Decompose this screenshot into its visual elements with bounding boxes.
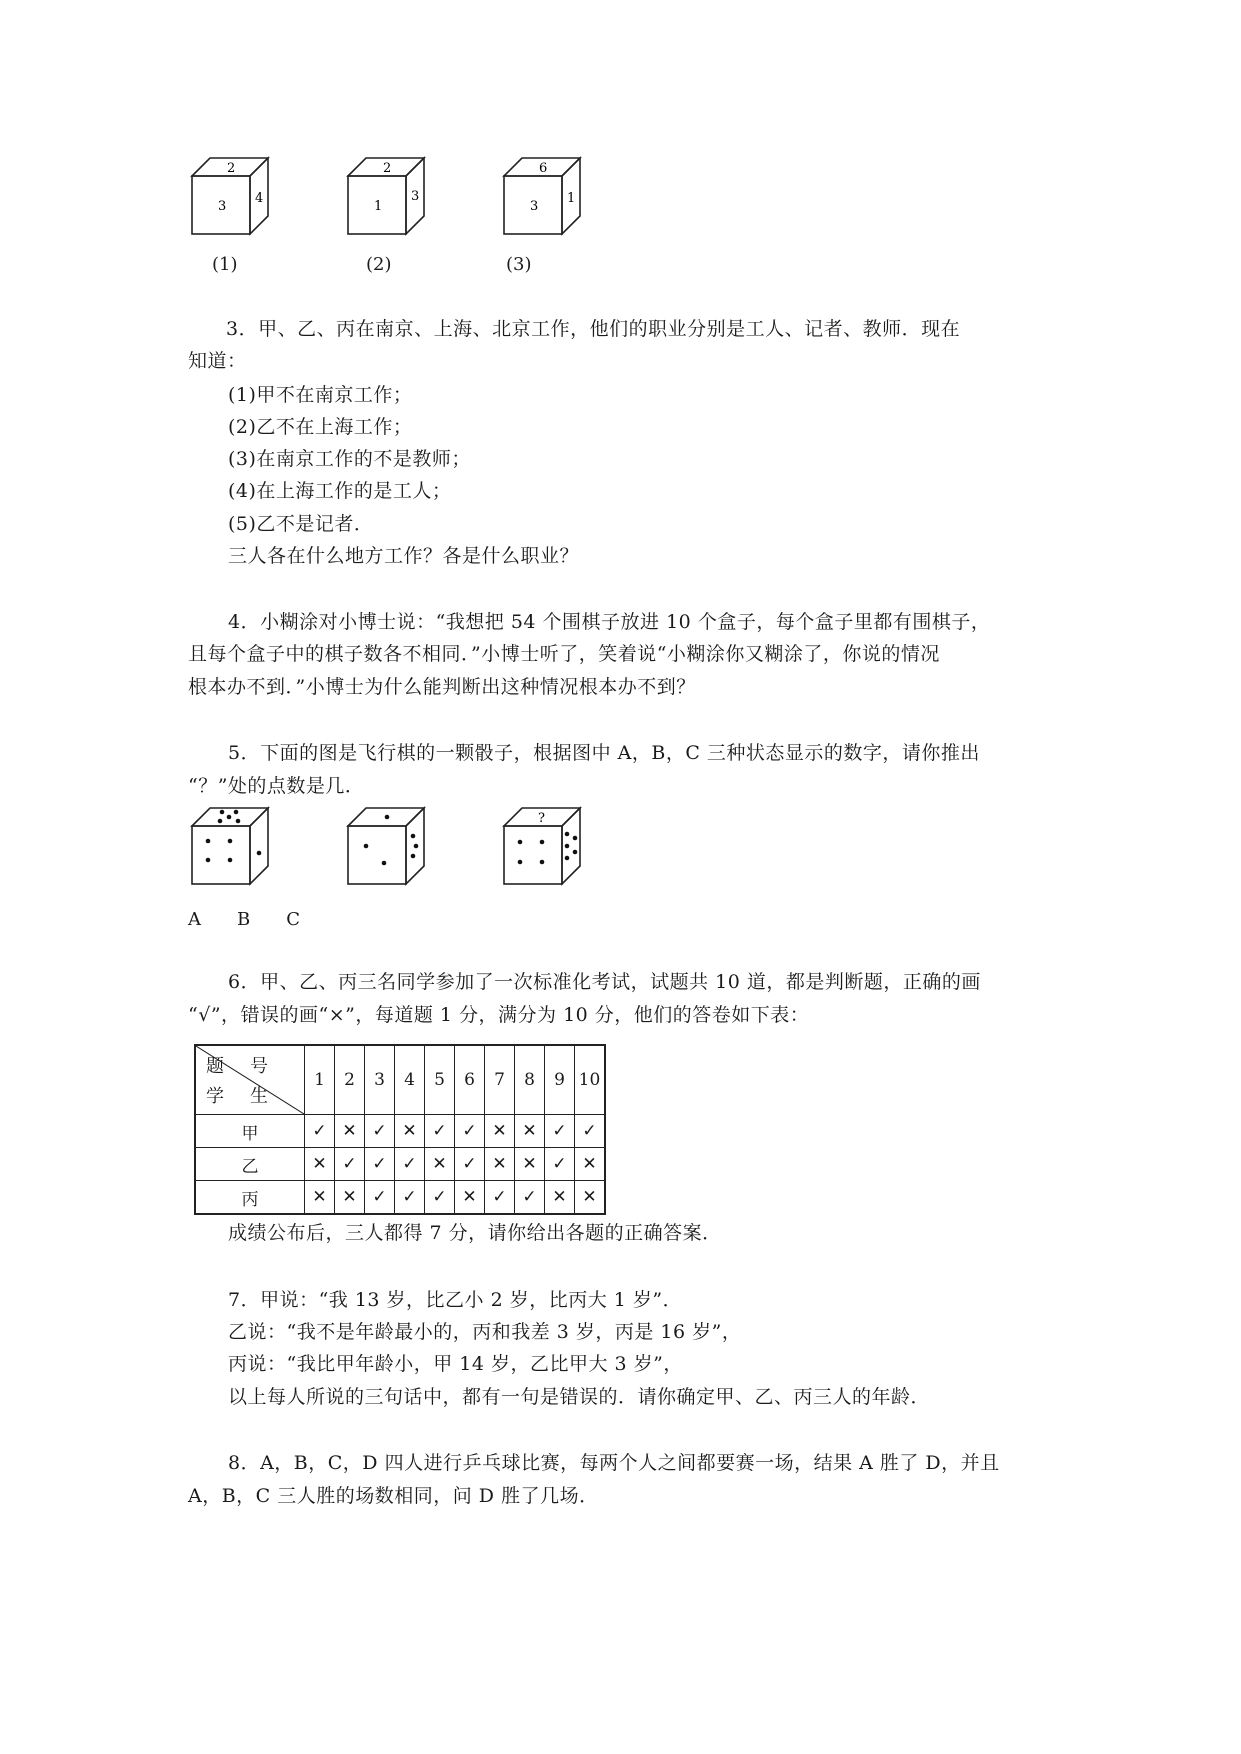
die-a [192,808,268,884]
mark: ✓ [455,1148,485,1181]
mark: ✕ [545,1181,575,1215]
q3-line-1: 3．甲、乙、丙在南京、上海、北京工作，他们的职业分别是工人、记者、教师．现在 [226,318,961,340]
q3-condition-5: (5)乙不是记者． [228,513,374,535]
die-c-question-mark: ? [538,811,545,826]
q3-condition-2: (2)乙不在上海工作； [228,416,413,438]
cube-2-front: 1 [374,199,383,214]
col-5: 5 [425,1045,455,1115]
header-question-number: 题号 [206,1056,294,1077]
q6-line-1: 6．甲、乙、丙三名同学参加了一次标准化考试，试题共 10 道，都是判断题，正确的画 [228,971,981,993]
table-row [195,1115,605,1148]
q7-line-3: 丙说：“我比甲年龄小，甲 14 岁，乙比甲大 3 岁”， [228,1353,683,1375]
mark: ✓ [365,1181,395,1215]
answer-table-corner [195,1045,305,1115]
q3-condition-3: (3)在南京工作的不是教师； [228,448,471,470]
answer-table [194,1044,606,1215]
mark: ✓ [425,1115,455,1148]
q5-line-1: 5．下面的图是飞行棋的一颗骰子，根据图中 A，B，C 三种状态显示的数字，请你推出 [228,742,980,764]
q4-line-1: 4．小糊涂对小博士说：“我想把 54 个围棋子放进 10 个盒子，每个盒子里都有围棋子， [228,611,991,633]
q3-line-2: 知道： [188,350,247,372]
col-7: 7 [485,1045,515,1115]
mark: ✓ [515,1181,545,1215]
cube-3-top: 6 [539,161,548,176]
mark: ✕ [335,1181,365,1215]
col-3: 3 [365,1045,395,1115]
q5-line-2: “？”处的点数是几． [188,775,365,797]
header-student: 学生 [206,1086,294,1107]
cube-caption-2: (2) [366,254,392,275]
cube-2 [348,158,424,234]
mark: ✓ [365,1148,395,1181]
mark: ✓ [545,1115,575,1148]
row-name-jia: 甲 [195,1115,305,1148]
row-name-bing: 丙 [195,1181,305,1215]
dice-labels: A B C [188,909,300,930]
mark: ✓ [395,1181,425,1215]
mark: ✕ [515,1148,545,1181]
mark: ✕ [575,1148,606,1181]
q4-line-3: 根本办不到．”小博士为什么能判断出这种情况根本办不到？ [188,676,696,698]
mark: ✓ [335,1148,365,1181]
mark: ✕ [455,1181,485,1215]
dice-figure [180,800,620,900]
numbered-cubes-figure [180,150,620,250]
q8-line-2: A，B，C 三人胜的场数相同，问 D 胜了几场． [188,1485,599,1507]
q6-line-2: “√”，错误的画“×”，每道题 1 分，满分为 10 分，他们的答卷如下表： [188,1004,810,1026]
mark: ✓ [575,1115,606,1148]
mark: ✓ [395,1148,425,1181]
q3-question: 三人各在什么地方工作？各是什么职业？ [228,545,580,567]
answer-table-header-row [195,1045,605,1115]
col-10: 10 [575,1045,606,1115]
mark: ✕ [425,1148,455,1181]
cube-caption-3: (3) [506,254,532,275]
die-c [504,808,580,884]
cube-3-right: 1 [567,191,576,206]
q3-condition-4: (4)在上海工作的是工人； [228,480,452,502]
q7-line-1: 7．甲说：“我 13 岁，比乙小 2 岁，比丙大 1 岁”． [228,1289,683,1311]
table-row [195,1148,605,1181]
mark: ✕ [305,1148,335,1181]
col-6: 6 [455,1045,485,1115]
cube-1-top: 2 [227,161,236,176]
mark: ✕ [575,1181,606,1215]
mark: ✓ [425,1181,455,1215]
col-9: 9 [545,1045,575,1115]
col-2: 2 [335,1045,365,1115]
mark: ✓ [485,1181,515,1215]
cube-3-front: 3 [530,199,539,214]
q6-after: 成绩公布后，三人都得 7 分，请你给出各题的正确答案． [228,1222,722,1244]
col-1: 1 [305,1045,335,1115]
mark: ✓ [305,1115,335,1148]
cube-caption-1: (1) [212,254,238,275]
mark: ✕ [395,1115,425,1148]
cube-2-right: 3 [411,189,420,204]
row-name-yi: 乙 [195,1148,305,1181]
mark: ✕ [515,1115,545,1148]
cube-2-top: 2 [383,161,392,176]
q7-line-4: 以上每人所说的三句话中，都有一句是错误的．请你确定甲、乙、丙三人的年龄． [228,1386,931,1408]
die-b [348,808,424,884]
q8-line-1: 8．A，B，C，D 四人进行乒乓球比赛，每两个人之间都要赛一场，结果 A 胜了 D，并且 [228,1452,1000,1474]
cube-1-front: 3 [218,199,227,214]
mark: ✕ [485,1148,515,1181]
mark: ✓ [365,1115,395,1148]
table-row [195,1181,605,1215]
cube-1-right: 4 [255,191,264,206]
mark: ✓ [455,1115,485,1148]
cube-1 [192,158,268,234]
mark: ✕ [305,1181,335,1215]
cube-3 [504,158,580,234]
q3-condition-1: (1)甲不在南京工作； [228,384,413,406]
mark: ✕ [485,1115,515,1148]
q4-line-2: 且每个盒子中的棋子数各不相同．”小博士听了，笑着说“小糊涂你又糊涂了，你说的情况 [188,643,940,665]
mark: ✓ [545,1148,575,1181]
col-4: 4 [395,1045,425,1115]
col-8: 8 [515,1045,545,1115]
mark: ✕ [335,1115,365,1148]
q7-line-2: 乙说：“我不是年龄最小的，丙和我差 3 岁，丙是 16 岁”， [228,1321,742,1343]
